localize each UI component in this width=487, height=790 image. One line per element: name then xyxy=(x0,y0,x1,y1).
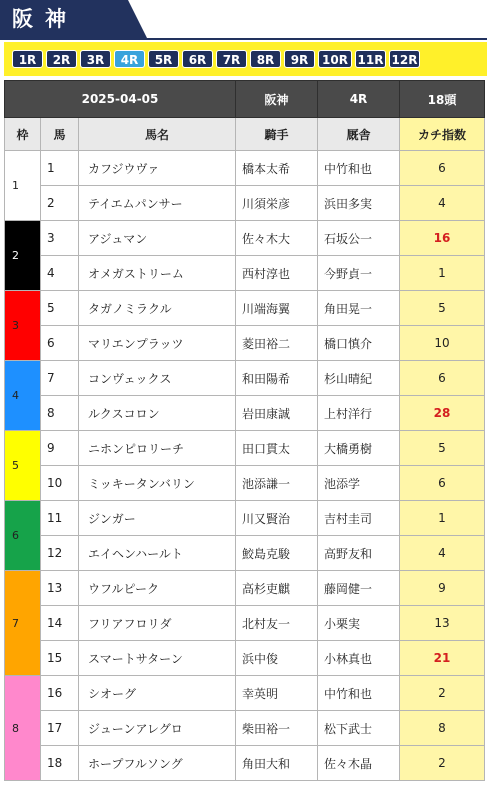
race-date: 2025-04-05 xyxy=(5,81,236,118)
table-row xyxy=(5,221,485,256)
horse-name-cell[interactable]: マリエンプラッツ xyxy=(79,326,236,361)
jockey-cell: 浜中俊 xyxy=(236,641,318,676)
kachi-cell: 5 xyxy=(400,431,485,466)
table-row xyxy=(5,501,485,536)
col-kachi[interactable]: カチ指数 xyxy=(400,118,485,151)
trainer-cell: 浜田多実 xyxy=(318,186,400,221)
horse-name-cell[interactable]: ニホンピロリーチ xyxy=(79,431,236,466)
table-row xyxy=(5,711,485,746)
uma-cell: 8 xyxy=(41,396,79,431)
table-row xyxy=(5,256,485,291)
table-row xyxy=(5,326,485,361)
uma-cell: 11 xyxy=(41,501,79,536)
trainer-cell: 中竹和也 xyxy=(318,151,400,186)
horse-name-cell[interactable]: テイエムパンサー xyxy=(79,186,236,221)
kachi-cell: 1 xyxy=(400,501,485,536)
table-row xyxy=(5,641,485,676)
horse-name-cell[interactable]: シオーグ xyxy=(79,676,236,711)
trainer-cell: 池添学 xyxy=(318,466,400,501)
race-tab-9r[interactable]: 9R xyxy=(284,50,315,68)
trainer-cell: 高野友和 xyxy=(318,536,400,571)
waku-cell: 5 xyxy=(5,431,41,501)
table-row xyxy=(5,396,485,431)
uma-cell: 18 xyxy=(41,746,79,781)
kachi-cell: 21 xyxy=(400,641,485,676)
kachi-cell: 28 xyxy=(400,396,485,431)
jockey-cell: 北村友一 xyxy=(236,606,318,641)
race-tab-12r[interactable]: 12R xyxy=(389,50,420,68)
trainer-cell: 上村洋行 xyxy=(318,396,400,431)
waku-cell: 7 xyxy=(5,571,41,676)
kachi-cell: 6 xyxy=(400,151,485,186)
kachi-cell: 9 xyxy=(400,571,485,606)
horse-name-cell[interactable]: ウフルピーク xyxy=(79,571,236,606)
race-tab-10r[interactable]: 10R xyxy=(318,50,352,68)
jockey-cell: 岩田康誠 xyxy=(236,396,318,431)
race-tab-4r[interactable]: 4R xyxy=(114,50,145,68)
trainer-cell: 中竹和也 xyxy=(318,676,400,711)
trainer-cell: 藤岡健一 xyxy=(318,571,400,606)
trainer-cell: 大橋勇樹 xyxy=(318,431,400,466)
race-tab-1r[interactable]: 1R xyxy=(12,50,43,68)
uma-cell: 17 xyxy=(41,711,79,746)
waku-cell: 4 xyxy=(5,361,41,431)
kachi-cell: 4 xyxy=(400,536,485,571)
col-trainer[interactable]: 厩舎 xyxy=(318,118,400,151)
table-row xyxy=(5,151,485,186)
table-row xyxy=(5,676,485,711)
jockey-cell: 池添謙一 xyxy=(236,466,318,501)
jockey-cell: 高杉吏麒 xyxy=(236,571,318,606)
horse-name-cell[interactable]: ホープフルソング xyxy=(79,746,236,781)
trainer-cell: 松下武士 xyxy=(318,711,400,746)
column-header-row xyxy=(5,118,485,151)
uma-cell: 9 xyxy=(41,431,79,466)
horse-name-cell[interactable]: ルクスコロン xyxy=(79,396,236,431)
trainer-cell: 石坂公一 xyxy=(318,221,400,256)
table-row xyxy=(5,361,485,396)
horse-name-cell[interactable]: ミッキータンバリン xyxy=(79,466,236,501)
horse-name-cell[interactable]: オメガストリーム xyxy=(79,256,236,291)
horse-name-cell[interactable]: カフジウヴァ xyxy=(79,151,236,186)
table-row xyxy=(5,431,485,466)
race-runners: 18頭 xyxy=(400,81,485,118)
kachi-cell: 10 xyxy=(400,326,485,361)
race-info-row xyxy=(5,81,485,118)
jockey-cell: 佐々木大 xyxy=(236,221,318,256)
trainer-cell: 小林真也 xyxy=(318,641,400,676)
race-tab-2r[interactable]: 2R xyxy=(46,50,77,68)
jockey-cell: 幸英明 xyxy=(236,676,318,711)
jockey-cell: 菱田裕二 xyxy=(236,326,318,361)
table-row xyxy=(5,536,485,571)
header-underline xyxy=(0,38,487,40)
horse-name-cell[interactable]: フリアフロリダ xyxy=(79,606,236,641)
kachi-cell: 2 xyxy=(400,746,485,781)
table-row xyxy=(5,466,485,501)
race-number: 4R xyxy=(318,81,400,118)
uma-cell: 2 xyxy=(41,186,79,221)
waku-cell: 3 xyxy=(5,291,41,361)
jockey-cell: 西村淳也 xyxy=(236,256,318,291)
trainer-cell: 今野貞一 xyxy=(318,256,400,291)
uma-cell: 3 xyxy=(41,221,79,256)
trainer-cell: 吉村圭司 xyxy=(318,501,400,536)
uma-cell: 14 xyxy=(41,606,79,641)
race-tab-3r[interactable]: 3R xyxy=(80,50,111,68)
uma-cell: 1 xyxy=(41,151,79,186)
jockey-cell: 角田大和 xyxy=(236,746,318,781)
col-name[interactable]: 馬名 xyxy=(79,118,236,151)
waku-cell: 8 xyxy=(5,676,41,781)
col-uma[interactable]: 馬 xyxy=(41,118,79,151)
kachi-cell: 2 xyxy=(400,676,485,711)
uma-cell: 4 xyxy=(41,256,79,291)
kachi-cell: 8 xyxy=(400,711,485,746)
trainer-cell: 橋口慎介 xyxy=(318,326,400,361)
kachi-cell: 6 xyxy=(400,466,485,501)
jockey-cell: 柴田裕一 xyxy=(236,711,318,746)
uma-cell: 12 xyxy=(41,536,79,571)
waku-cell: 2 xyxy=(5,221,41,291)
uma-cell: 6 xyxy=(41,326,79,361)
jockey-cell: 田口貫太 xyxy=(236,431,318,466)
race-table xyxy=(4,80,485,781)
table-row xyxy=(5,186,485,221)
col-waku[interactable]: 枠 xyxy=(5,118,41,151)
table-row xyxy=(5,606,485,641)
trainer-cell: 佐々木晶 xyxy=(318,746,400,781)
horse-name-cell[interactable]: ジンガー xyxy=(79,501,236,536)
race-venue: 阪神 xyxy=(236,81,318,118)
kachi-cell: 13 xyxy=(400,606,485,641)
kachi-cell: 6 xyxy=(400,361,485,396)
kachi-cell: 16 xyxy=(400,221,485,256)
jockey-cell: 川又賢治 xyxy=(236,501,318,536)
trainer-cell: 杉山晴紀 xyxy=(318,361,400,396)
kachi-cell: 4 xyxy=(400,186,485,221)
jockey-cell: 川端海翼 xyxy=(236,291,318,326)
uma-cell: 15 xyxy=(41,641,79,676)
horse-name-cell[interactable]: エイヘンハールト xyxy=(79,536,236,571)
table-row xyxy=(5,746,485,781)
race-tab-8r[interactable]: 8R xyxy=(250,50,281,68)
uma-cell: 16 xyxy=(41,676,79,711)
race-tab-5r[interactable]: 5R xyxy=(148,50,179,68)
horse-name-cell[interactable]: スマートサターン xyxy=(79,641,236,676)
horse-name-cell[interactable]: アジュマン xyxy=(79,221,236,256)
waku-cell: 6 xyxy=(5,501,41,571)
kachi-cell: 1 xyxy=(400,256,485,291)
uma-cell: 13 xyxy=(41,571,79,606)
jockey-cell: 橋本太希 xyxy=(236,151,318,186)
kachi-cell: 5 xyxy=(400,291,485,326)
page-header xyxy=(0,0,487,40)
uma-cell: 5 xyxy=(41,291,79,326)
horse-name-cell[interactable]: ジューンアレグロ xyxy=(79,711,236,746)
trainer-cell: 角田晃一 xyxy=(318,291,400,326)
table-row xyxy=(5,571,485,606)
jockey-cell: 鮫島克駿 xyxy=(236,536,318,571)
uma-cell: 7 xyxy=(41,361,79,396)
horse-name-cell[interactable]: コンヴェックス xyxy=(79,361,236,396)
page-title: 阪神 xyxy=(12,7,78,31)
horse-name-cell[interactable]: タガノミラクル xyxy=(79,291,236,326)
trainer-cell: 小栗実 xyxy=(318,606,400,641)
waku-cell: 1 xyxy=(5,151,41,221)
table-row xyxy=(5,291,485,326)
race-tab-11r[interactable]: 11R xyxy=(355,50,386,68)
jockey-cell: 川須栄彦 xyxy=(236,186,318,221)
race-tab-7r[interactable]: 7R xyxy=(216,50,247,68)
race-tab-6r[interactable]: 6R xyxy=(182,50,213,68)
col-jockey[interactable]: 騎手 xyxy=(236,118,318,151)
uma-cell: 10 xyxy=(41,466,79,501)
jockey-cell: 和田陽希 xyxy=(236,361,318,396)
